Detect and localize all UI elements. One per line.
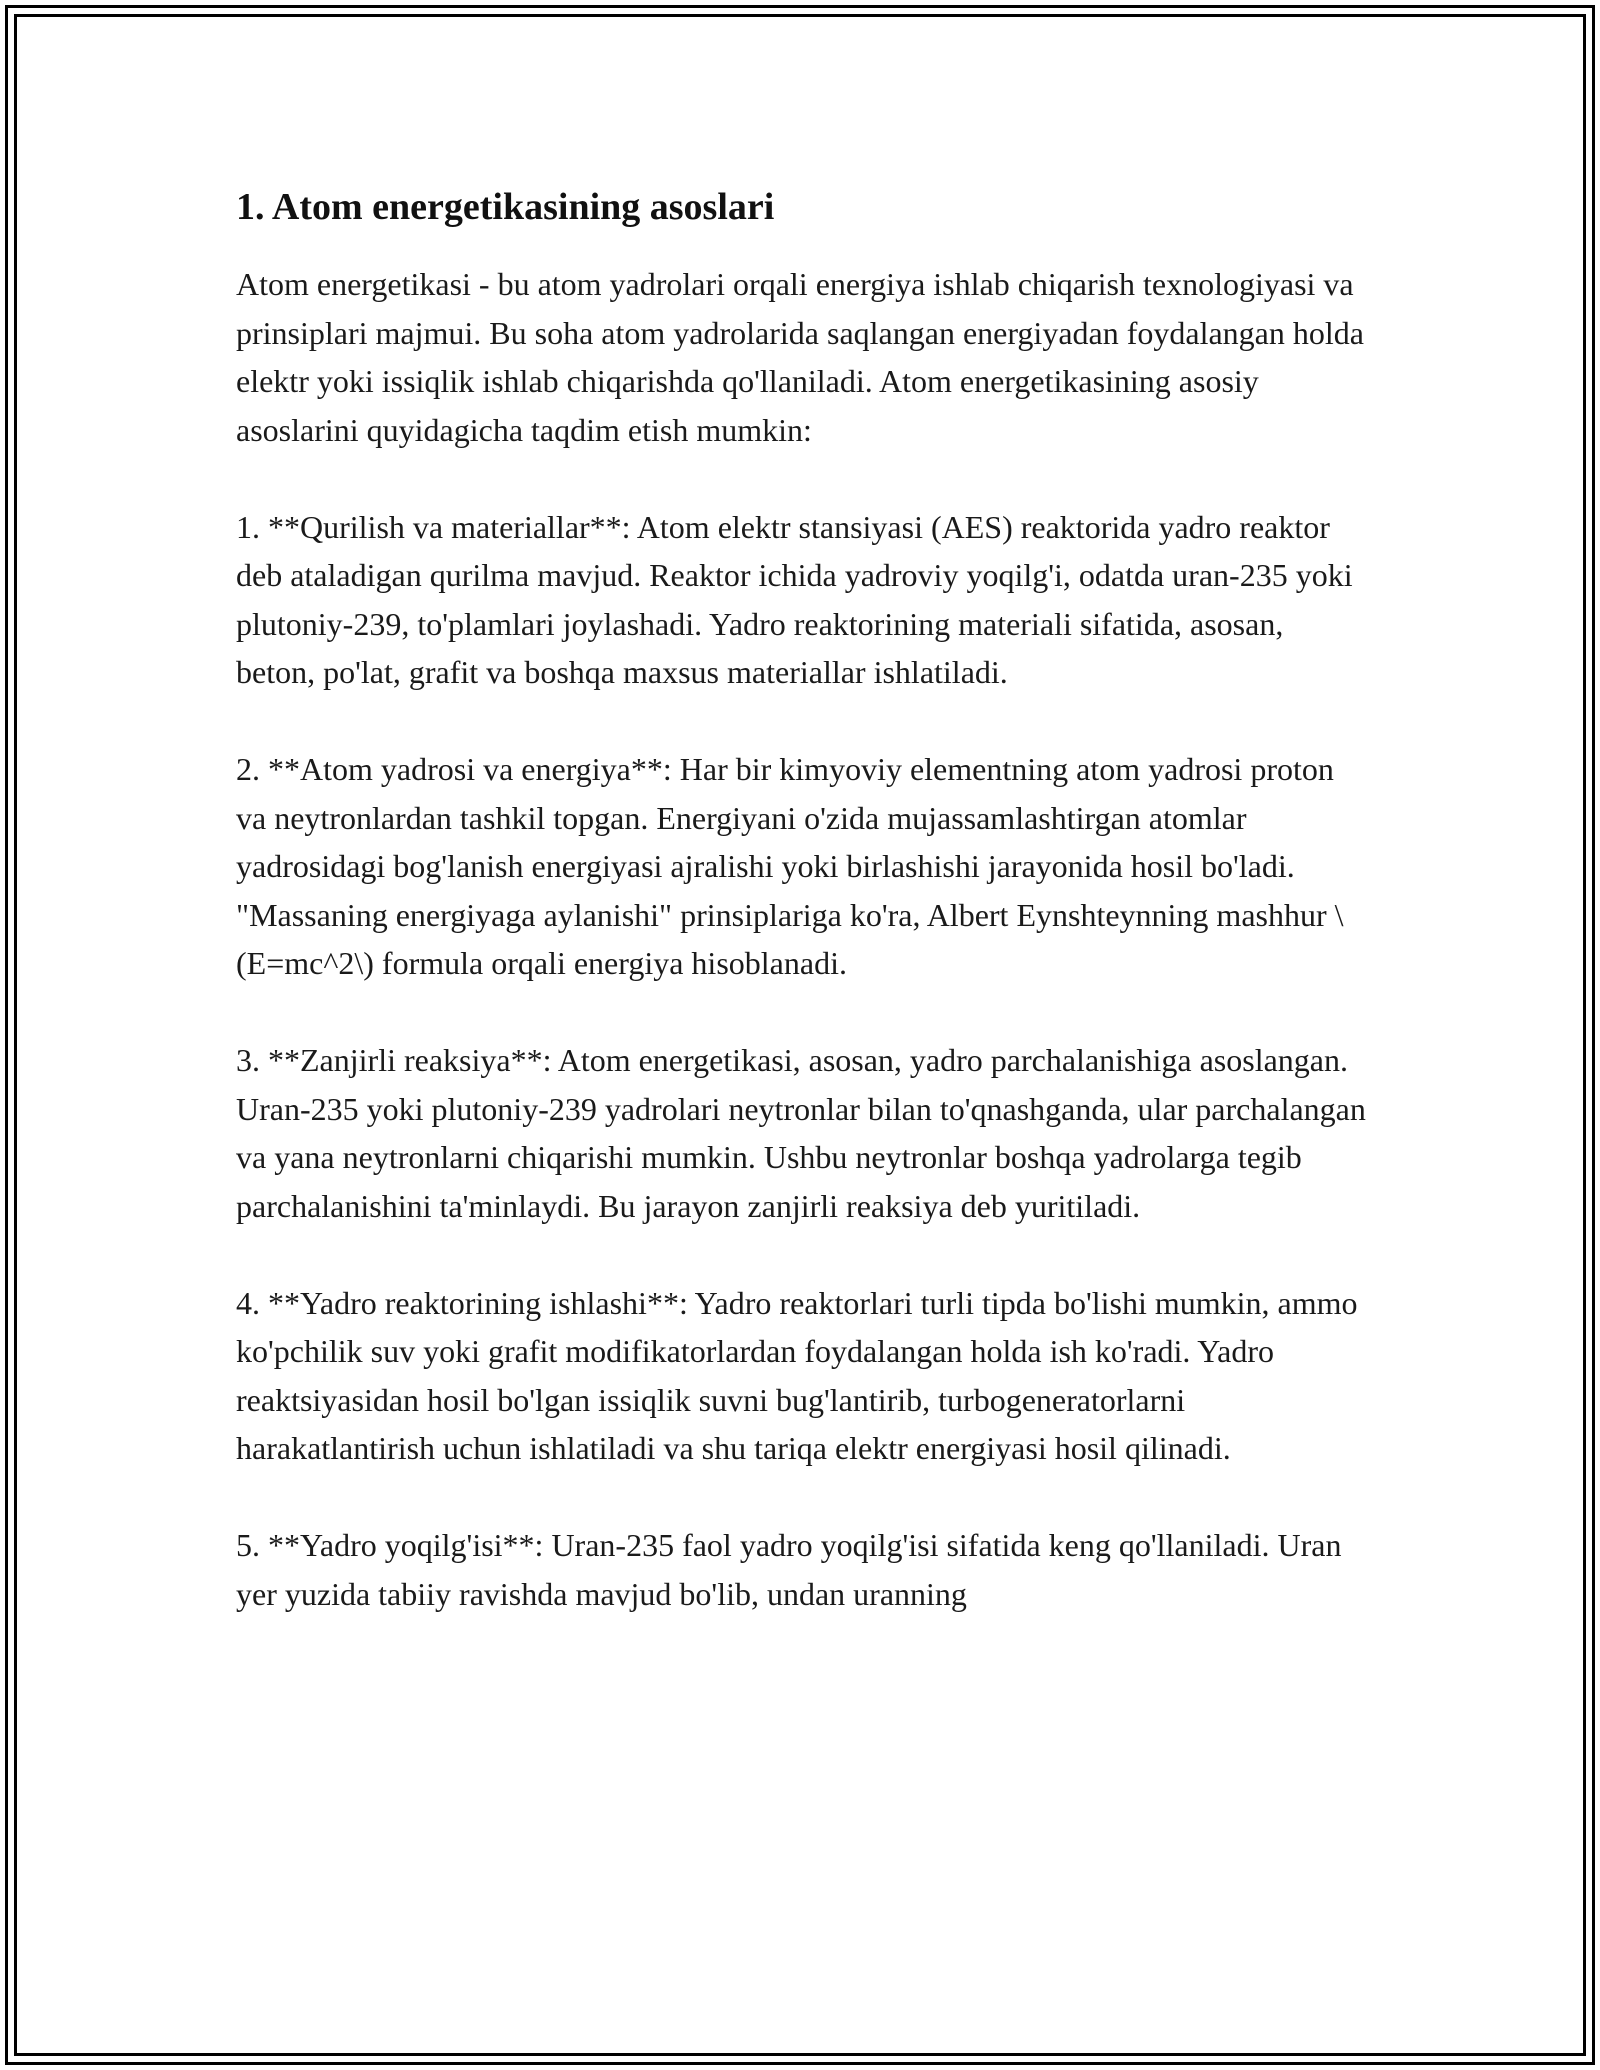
- paragraph-item-2: 2. **Atom yadrosi va energiya**: Har bir kimyoviy elementning atom yadrosi proton va neytronlardan tashkil topgan. Energiyani o'zida mujassamlashtirgan atomlar yadrosidagi bog'lanish energiyasi ajralishi yoki birlashishi jarayonida hosil bo'ladi. "Massaning energiyaga aylanishi" prinsiplariga ko'ra, Albert Eynshteynning mashhur \(E=mc^2\) formula orqali energiya hisoblanadi.: [236, 751, 1344, 981]
- document-title: 1. Atom energetikasining asoslari: [236, 186, 775, 228]
- paragraph-item-3: 3. **Zanjirli reaksiya**: Atom energetikasi, asosan, yadro parchalanishiga asoslangan. Uran-235 yoki plutoniy-239 yadrolari neytronlar bilan to'qnashganda, ular parchalangan va yana neytronlarni chiqarishi mumkin. Ushbu neytronlar boshqa yadrolarga tegib parchalanishini ta'minlaydi. Bu jarayon zanjirli reaksiya deb yuritiladi.: [236, 1042, 1366, 1224]
- paragraph-intro: Atom energetikasi - bu atom yadrolari orqali energiya ishlab chiqarish texnologiyasi va prinsiplari majmui. Bu soha atom yadrolarida saqlangan energiyadan foydalangan holda elektr yoki issiqlik ishlab chiqarishda qo'llaniladi. Atom energetikasining asosiy asoslarini quyidagicha taqdim etish mumkin:: [236, 266, 1364, 448]
- paragraph-item-5: 5. **Yadro yoqilg'isi**: Uran-235 faol yadro yoqilg'isi sifatida keng qo'llaniladi. Uran yer yuzida tabiiy ravishda mavjud bo'lib, undan uranning: [236, 1527, 1342, 1612]
- document-body: [236, 184, 1366, 1667]
- paragraph-item-4: 4. **Yadro reaktorining ishlashi**: Yadro reaktorlari turli tipda bo'lishi mumkin, ammo ko'pchilik suv yoki grafit modifikatorlardan foydalangan holda ish ko'radi. Yadro reaktsiyasidan hosil bo'lgan issiqlik suvni bug'lantirib, turbogeneratorlarni harakatlantirish uchun ishlatiladi va shu tariqa elektr energiyasi hosil qilinadi.: [236, 1284, 1358, 1466]
- paragraph-item-1: 1. **Qurilish va materiallar**: Atom elektr stansiyasi (AES) reaktorida yadro reaktor deb ataladigan qurilma mavjud. Reaktor ichida yadroviy yoqilg'i, odatda uran-235 yoki plutoniy-239, to'plamlari joylashadi. Yadro reaktorining materiali sifatida, asosan, beton, po'lat, grafit va boshqa maxsus materiallar ishlatiladi.: [236, 508, 1353, 690]
